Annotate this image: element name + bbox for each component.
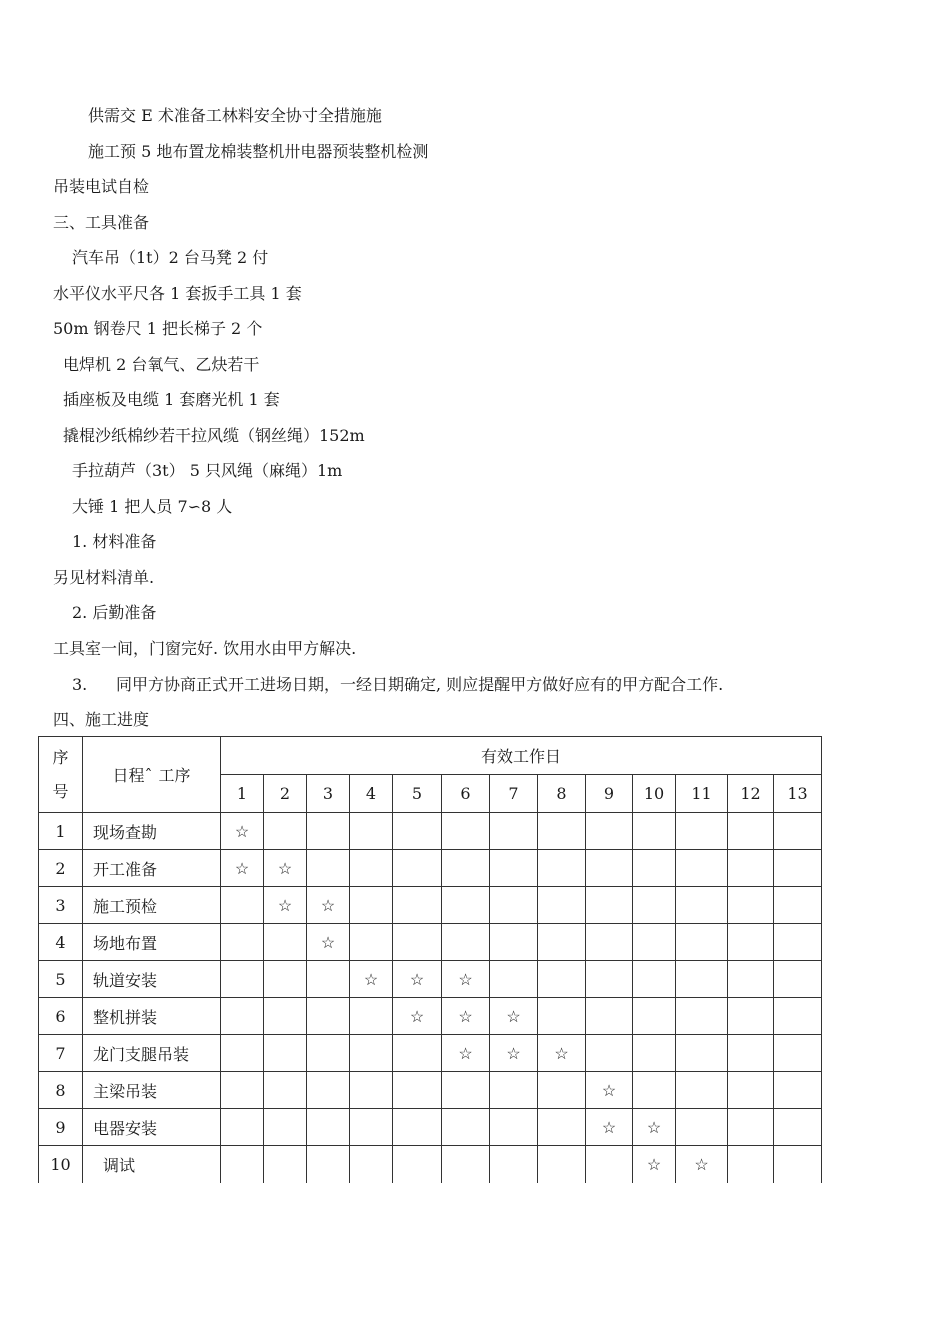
schedule-empty-cell	[221, 1146, 264, 1183]
schedule-empty-cell	[538, 961, 586, 998]
schedule-row	[39, 887, 822, 924]
schedule-empty-cell	[307, 1146, 350, 1183]
schedule-empty-cell	[393, 1035, 442, 1072]
schedule-empty-cell	[676, 961, 728, 998]
schedule-empty-cell	[633, 961, 676, 998]
schedule-empty-cell	[538, 887, 586, 924]
schedule-empty-cell	[264, 998, 307, 1035]
schedule-empty-cell	[350, 924, 393, 961]
schedule-empty-cell	[442, 1109, 490, 1146]
text-line-1: 供需交 E 术准备工林料安全协寸全措施施	[88, 106, 382, 125]
schedule-empty-cell	[774, 1035, 822, 1072]
day-header-5: 5	[393, 775, 442, 813]
header-task-main: 日程ˆ	[112, 766, 153, 785]
header-days-title: 有效工作日	[221, 737, 822, 775]
schedule-empty-cell	[633, 924, 676, 961]
schedule-empty-cell	[393, 1072, 442, 1109]
row-task: 主梁吊装	[83, 1072, 221, 1109]
schedule-empty-cell	[676, 1035, 728, 1072]
schedule-empty-cell	[264, 1072, 307, 1109]
schedule-empty-cell	[774, 998, 822, 1035]
logistics-text: 工具室一间，门窗完好. 饮用水由甲方解决.	[53, 639, 357, 658]
header-seq	[39, 737, 83, 813]
tool-line-2: 水平仪水平尺各 1 套扳手工具 1 套	[53, 284, 302, 303]
schedule-empty-cell	[490, 850, 538, 887]
header-seq-char-1: 序	[52, 747, 69, 767]
subheading-logistics: 2. 后勤准备	[72, 603, 157, 622]
schedule-empty-cell	[538, 924, 586, 961]
schedule-empty-cell	[728, 850, 774, 887]
schedule-empty-cell	[442, 1072, 490, 1109]
schedule-empty-cell	[586, 850, 633, 887]
schedule-empty-cell	[307, 1072, 350, 1109]
schedule-row	[39, 1035, 822, 1072]
schedule-empty-cell	[586, 924, 633, 961]
schedule-empty-cell	[538, 1146, 586, 1183]
schedule-empty-cell	[586, 998, 633, 1035]
schedule-empty-cell	[490, 1072, 538, 1109]
schedule-star-mark: ☆	[442, 998, 490, 1035]
schedule-star-mark: ☆	[586, 1109, 633, 1146]
schedule-empty-cell	[442, 813, 490, 850]
row-number: 10	[39, 1146, 83, 1183]
row-number: 5	[39, 961, 83, 998]
schedule-empty-cell	[728, 1146, 774, 1183]
schedule-empty-cell	[774, 887, 822, 924]
schedule-empty-cell	[490, 961, 538, 998]
schedule-empty-cell	[307, 961, 350, 998]
row-task: 龙门支腿吊装	[83, 1035, 221, 1072]
schedule-star-mark: ☆	[393, 961, 442, 998]
schedule-empty-cell	[633, 998, 676, 1035]
schedule-empty-cell	[728, 813, 774, 850]
schedule-star-mark: ☆	[221, 813, 264, 850]
row-task: 调试	[83, 1146, 221, 1183]
schedule-star-mark: ☆	[221, 850, 264, 887]
header-row-top	[39, 737, 822, 775]
schedule-empty-cell	[633, 850, 676, 887]
schedule-empty-cell	[728, 1109, 774, 1146]
schedule-empty-cell	[586, 887, 633, 924]
schedule-empty-cell	[676, 1072, 728, 1109]
row-task: 整机拼装	[83, 998, 221, 1035]
schedule-row	[39, 1109, 822, 1146]
schedule-empty-cell	[221, 961, 264, 998]
row-number: 7	[39, 1035, 83, 1072]
day-header-11: 11	[676, 775, 728, 813]
schedule-empty-cell	[393, 1109, 442, 1146]
schedule-empty-cell	[774, 850, 822, 887]
schedule-empty-cell	[393, 813, 442, 850]
section-heading-schedule: 四、施工进度	[53, 710, 150, 729]
row-task: 施工预检	[83, 887, 221, 924]
schedule-empty-cell	[633, 1035, 676, 1072]
schedule-empty-cell	[586, 1146, 633, 1183]
header-seq-char-2: 号	[52, 781, 69, 801]
schedule-star-mark: ☆	[442, 961, 490, 998]
schedule-empty-cell	[221, 924, 264, 961]
schedule-empty-cell	[490, 813, 538, 850]
tool-line-8: 大锤 1 把人员 7∽8 人	[72, 497, 233, 516]
schedule-empty-cell	[633, 887, 676, 924]
row-number: 3	[39, 887, 83, 924]
row-number: 8	[39, 1072, 83, 1109]
schedule-empty-cell	[307, 850, 350, 887]
schedule-empty-cell	[393, 887, 442, 924]
schedule-empty-cell	[307, 1035, 350, 1072]
schedule-empty-cell	[676, 924, 728, 961]
row-task: 轨道安装	[83, 961, 221, 998]
schedule-empty-cell	[676, 1109, 728, 1146]
schedule-row	[39, 1146, 822, 1183]
schedule-empty-cell	[728, 998, 774, 1035]
schedule-row	[39, 961, 822, 998]
row-number: 1	[39, 813, 83, 850]
header-task-sub: 工序	[158, 766, 191, 785]
schedule-row	[39, 813, 822, 850]
subheading-materials: 1. 材料准备	[72, 532, 157, 551]
schedule-star-mark: ☆	[633, 1109, 676, 1146]
schedule-empty-cell	[538, 813, 586, 850]
schedule-star-mark: ☆	[490, 998, 538, 1035]
schedule-empty-cell	[221, 1035, 264, 1072]
schedule-empty-cell	[633, 813, 676, 850]
schedule-empty-cell	[307, 998, 350, 1035]
row-number: 4	[39, 924, 83, 961]
day-header-1: 1	[221, 775, 264, 813]
schedule-empty-cell	[538, 1109, 586, 1146]
schedule-empty-cell	[586, 1035, 633, 1072]
schedule-empty-cell	[442, 924, 490, 961]
schedule-empty-cell	[774, 813, 822, 850]
schedule-star-mark: ☆	[393, 998, 442, 1035]
tool-line-5: 插座板及电缆 1 套磨光机 1 套	[63, 390, 280, 409]
schedule-star-mark: ☆	[307, 887, 350, 924]
schedule-empty-cell	[264, 813, 307, 850]
schedule-empty-cell	[264, 961, 307, 998]
schedule-star-mark: ☆	[264, 850, 307, 887]
row-task: 电器安装	[83, 1109, 221, 1146]
row-task: 现场查勘	[83, 813, 221, 850]
schedule-star-mark: ☆	[442, 1035, 490, 1072]
schedule-star-mark: ☆	[490, 1035, 538, 1072]
schedule-empty-cell	[676, 813, 728, 850]
day-header-10: 10	[633, 775, 676, 813]
schedule-empty-cell	[350, 813, 393, 850]
tool-line-1: 汽车吊（1t）2 台马凳 2 付	[72, 248, 269, 267]
schedule-star-mark: ☆	[350, 961, 393, 998]
schedule-empty-cell	[728, 961, 774, 998]
schedule-star-mark: ☆	[633, 1146, 676, 1183]
tool-line-6: 撬棍沙纸棉纱若干拉风缆（钢丝绳）152m	[63, 426, 365, 445]
day-header-8: 8	[538, 775, 586, 813]
row-number: 6	[39, 998, 83, 1035]
tool-line-3: 50m 钢卷尺 1 把长梯子 2 个	[53, 319, 263, 338]
schedule-star-mark: ☆	[307, 924, 350, 961]
schedule-empty-cell	[538, 1072, 586, 1109]
schedule-empty-cell	[490, 887, 538, 924]
day-header-6: 6	[442, 775, 490, 813]
schedule-row	[39, 850, 822, 887]
row-number: 9	[39, 1109, 83, 1146]
schedule-empty-cell	[264, 1146, 307, 1183]
materials-text: 另见材料清单.	[53, 568, 155, 587]
day-header-13: 13	[774, 775, 822, 813]
schedule-empty-cell	[221, 887, 264, 924]
schedule-empty-cell	[264, 1109, 307, 1146]
tool-line-4: 电焊机 2 台氧气、乙炔若干	[63, 355, 260, 374]
schedule-empty-cell	[774, 924, 822, 961]
schedule-empty-cell	[676, 887, 728, 924]
schedule-empty-cell	[728, 924, 774, 961]
schedule-empty-cell	[774, 1072, 822, 1109]
schedule-empty-cell	[350, 887, 393, 924]
day-header-7: 7	[490, 775, 538, 813]
schedule-empty-cell	[264, 1035, 307, 1072]
schedule-empty-cell	[490, 1109, 538, 1146]
schedule-star-mark: ☆	[586, 1072, 633, 1109]
schedule-empty-cell	[728, 887, 774, 924]
schedule-empty-cell	[538, 998, 586, 1035]
schedule-empty-cell	[307, 813, 350, 850]
schedule-empty-cell	[307, 1109, 350, 1146]
schedule-row	[39, 1072, 822, 1109]
schedule-empty-cell	[676, 850, 728, 887]
schedule-empty-cell	[221, 1109, 264, 1146]
schedule-empty-cell	[350, 1035, 393, 1072]
item-3-number: 3.	[72, 675, 88, 694]
schedule-table	[38, 736, 822, 1183]
schedule-empty-cell	[774, 961, 822, 998]
row-task: 开工准备	[83, 850, 221, 887]
header-task	[83, 737, 221, 813]
schedule-empty-cell	[633, 1072, 676, 1109]
text-line-3: 吊装电试自检	[53, 177, 150, 196]
schedule-star-mark: ☆	[538, 1035, 586, 1072]
schedule-empty-cell	[774, 1146, 822, 1183]
schedule-empty-cell	[221, 998, 264, 1035]
schedule-empty-cell	[442, 1146, 490, 1183]
schedule-empty-cell	[264, 924, 307, 961]
schedule-empty-cell	[393, 924, 442, 961]
day-header-2: 2	[264, 775, 307, 813]
schedule-empty-cell	[586, 813, 633, 850]
schedule-empty-cell	[442, 887, 490, 924]
day-header-12: 12	[728, 775, 774, 813]
schedule-empty-cell	[393, 850, 442, 887]
schedule-empty-cell	[393, 1146, 442, 1183]
row-number: 2	[39, 850, 83, 887]
section-heading-tools: 三、工具准备	[53, 213, 150, 232]
day-header-3: 3	[307, 775, 350, 813]
schedule-empty-cell	[350, 850, 393, 887]
schedule-empty-cell	[490, 1146, 538, 1183]
schedule-empty-cell	[774, 1109, 822, 1146]
day-header-4: 4	[350, 775, 393, 813]
schedule-star-mark: ☆	[264, 887, 307, 924]
schedule-empty-cell	[350, 1072, 393, 1109]
schedule-star-mark: ☆	[676, 1146, 728, 1183]
schedule-empty-cell	[350, 1146, 393, 1183]
schedule-empty-cell	[676, 998, 728, 1035]
schedule-empty-cell	[490, 924, 538, 961]
tool-line-7: 手拉葫芦（3t） 5 只风绳（麻绳）1m	[72, 461, 343, 480]
item-3-text: 同甲方协商正式开工进场日期，一经日期确定, 则应提醒甲方做好应有的甲方配合工作.	[116, 675, 724, 694]
day-header-9: 9	[586, 775, 633, 813]
schedule-empty-cell	[350, 998, 393, 1035]
schedule-row	[39, 998, 822, 1035]
schedule-empty-cell	[221, 1072, 264, 1109]
schedule-empty-cell	[728, 1072, 774, 1109]
schedule-empty-cell	[586, 961, 633, 998]
text-line-2: 施工预 5 地布置龙棉装整机卅电器预装整机检测	[88, 142, 429, 161]
schedule-empty-cell	[350, 1109, 393, 1146]
schedule-empty-cell	[442, 850, 490, 887]
schedule-row	[39, 924, 822, 961]
row-task: 场地布置	[83, 924, 221, 961]
schedule-empty-cell	[538, 850, 586, 887]
schedule-empty-cell	[728, 1035, 774, 1072]
